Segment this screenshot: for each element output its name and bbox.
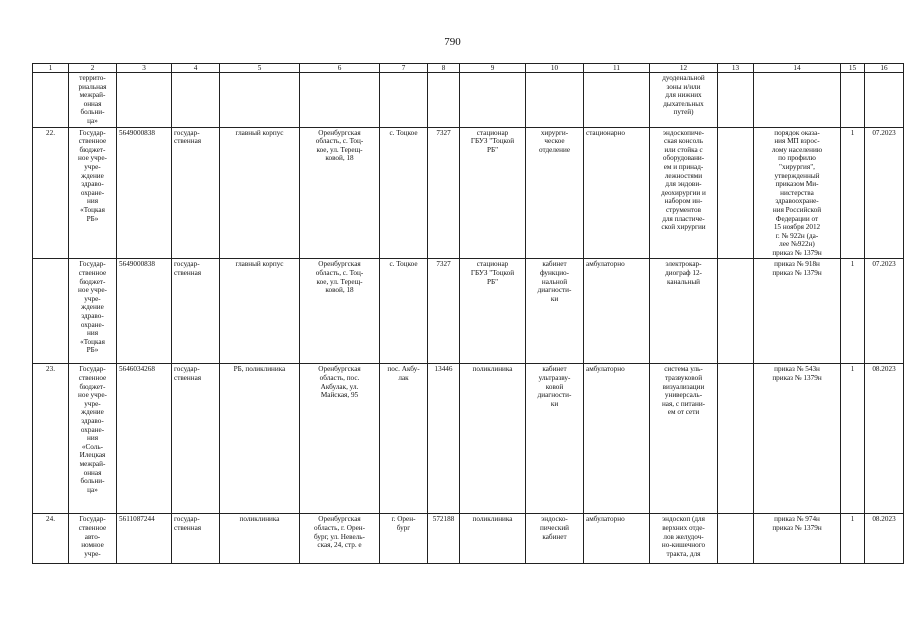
column-header-11: 11 bbox=[584, 64, 650, 73]
cell-col-14: приказ № 918н приказ № 1379н bbox=[754, 259, 841, 364]
column-header-15: 15 bbox=[841, 64, 865, 73]
cell-col-1: 23. bbox=[33, 364, 69, 514]
cell-col-3: 5649000838 bbox=[117, 259, 172, 364]
cell-col-7: г. Орен- бург bbox=[380, 514, 428, 564]
cell-col-14: приказ № 974н приказ № 1379н bbox=[754, 514, 841, 564]
cell-col-16: 08.2023 bbox=[865, 364, 904, 514]
cell-col-11: амбулаторно bbox=[584, 364, 650, 514]
table-row bbox=[33, 73, 904, 128]
cell-col-16: 07.2023 bbox=[865, 259, 904, 364]
cell-col-7 bbox=[380, 73, 428, 128]
cell-col-1 bbox=[33, 73, 69, 128]
table-row bbox=[33, 364, 904, 514]
cell-col-1 bbox=[33, 259, 69, 364]
cell-col-13 bbox=[718, 259, 754, 364]
cell-col-2: террито- риальная межрай- онная больни- ца» bbox=[69, 73, 117, 128]
cell-col-6: Оренбургская область, с. Тоц- кое, ул. Терещ- ковой, 18 bbox=[300, 127, 380, 259]
cell-col-16 bbox=[865, 73, 904, 128]
cell-col-15 bbox=[841, 73, 865, 128]
cell-col-7: с. Тоцкое bbox=[380, 127, 428, 259]
cell-col-8: 13446 bbox=[428, 364, 460, 514]
column-header-3: 3 bbox=[117, 64, 172, 73]
cell-col-10: кабинет функцио- нальной диагности- ки bbox=[526, 259, 584, 364]
cell-col-8: 7327 bbox=[428, 127, 460, 259]
cell-col-11: стационарно bbox=[584, 127, 650, 259]
column-header-5: 5 bbox=[220, 64, 300, 73]
cell-col-12: система уль- тразвуковой визуализации универсаль- ная, с питани- ем от сети bbox=[650, 364, 718, 514]
cell-col-15: 1 bbox=[841, 364, 865, 514]
cell-col-12: электрокар- диограф 12- канальный bbox=[650, 259, 718, 364]
table-row bbox=[33, 259, 904, 364]
cell-col-10: хирурги- ческое отделение bbox=[526, 127, 584, 259]
cell-col-8: 572188 bbox=[428, 514, 460, 564]
cell-col-15: 1 bbox=[841, 127, 865, 259]
page-number: 790 bbox=[444, 36, 461, 48]
cell-col-3: 5646034268 bbox=[117, 364, 172, 514]
cell-col-14: приказ № 543н приказ № 1379н bbox=[754, 364, 841, 514]
cell-col-13 bbox=[718, 127, 754, 259]
cell-col-8 bbox=[428, 73, 460, 128]
cell-col-12: эндоскопиче- ская консоль или стойка с оборудовани- ем и принад- лежностями для эндови- деохирургии и набором ин- струментов для пластиче- ской хирургии bbox=[650, 127, 718, 259]
cell-col-5: главный корпус bbox=[220, 259, 300, 364]
column-header-16: 16 bbox=[865, 64, 904, 73]
cell-col-1: 24. bbox=[33, 514, 69, 564]
cell-col-2: Государ- ственное авто- номное учре- bbox=[69, 514, 117, 564]
column-header-14: 14 bbox=[754, 64, 841, 73]
cell-col-4: государ- ственная bbox=[172, 259, 220, 364]
cell-col-4: государ- ственная bbox=[172, 514, 220, 564]
cell-col-9: поликлиника bbox=[460, 514, 526, 564]
cell-col-9: стационар ГБУЗ "Тоцкой РБ" bbox=[460, 259, 526, 364]
cell-col-4 bbox=[172, 73, 220, 128]
cell-col-16: 08.2023 bbox=[865, 514, 904, 564]
cell-col-2: Государ- ственное бюджет- ное учре- учре- ждение здраво- охране- ния «Тоцкая РБ» bbox=[69, 259, 117, 364]
cell-col-14: порядок оказа- ния МП взрос- лому населению по профилю "хирургия", утвержденный приказом Ми- нистерства здравоохране- ния Российской Федерации от 15 ноября 2012 г. № 922н (да- лее №922н) приказ № 1379н bbox=[754, 127, 841, 259]
cell-col-4: государ- ственная bbox=[172, 127, 220, 259]
column-header-8: 8 bbox=[428, 64, 460, 73]
column-header-2: 2 bbox=[69, 64, 117, 73]
table-row bbox=[33, 514, 904, 564]
cell-col-3: 5649000838 bbox=[117, 127, 172, 259]
column-header-13: 13 bbox=[718, 64, 754, 73]
cell-col-6: Оренбургская область, пос. Акбулак, ул. Майская, 95 bbox=[300, 364, 380, 514]
cell-col-5: главный корпус bbox=[220, 127, 300, 259]
cell-col-13 bbox=[718, 73, 754, 128]
cell-col-1: 22. bbox=[33, 127, 69, 259]
cell-col-15: 1 bbox=[841, 514, 865, 564]
cell-col-11: амбулаторно bbox=[584, 259, 650, 364]
table-body bbox=[33, 73, 904, 564]
cell-col-5: РБ, поликлиника bbox=[220, 364, 300, 514]
cell-col-6 bbox=[300, 73, 380, 128]
cell-col-14 bbox=[754, 73, 841, 128]
cell-col-4: государ- ственная bbox=[172, 364, 220, 514]
cell-col-9: поликлиника bbox=[460, 364, 526, 514]
cell-col-15: 1 bbox=[841, 259, 865, 364]
cell-col-6: Оренбургская область, с. Тоц- кое, ул. Терещ- ковой, 18 bbox=[300, 259, 380, 364]
cell-col-13 bbox=[718, 364, 754, 514]
cell-col-7: с. Тоцкое bbox=[380, 259, 428, 364]
cell-col-7: пос. Акбу- лак bbox=[380, 364, 428, 514]
cell-col-6: Оренбургская область, г. Орен- бург, ул. Невель- ская, 24, стр. е bbox=[300, 514, 380, 564]
column-header-10: 10 bbox=[526, 64, 584, 73]
cell-col-12: эндоскоп (для верхних отде- лов желудоч- но-кишечного тракта, для bbox=[650, 514, 718, 564]
cell-col-13 bbox=[718, 514, 754, 564]
cell-col-10 bbox=[526, 73, 584, 128]
column-header-12: 12 bbox=[650, 64, 718, 73]
cell-col-16: 07.2023 bbox=[865, 127, 904, 259]
cell-col-3 bbox=[117, 73, 172, 128]
table-row bbox=[33, 127, 904, 259]
column-header-9: 9 bbox=[460, 64, 526, 73]
cell-col-2: Государ- ственное бюджет- ное учре- учре- ждение здраво- охране- ния «Тоцкая РБ» bbox=[69, 127, 117, 259]
cell-col-12: дуоденальной зоны и/или для нижних дыхательных путей) bbox=[650, 73, 718, 128]
column-header-6: 6 bbox=[300, 64, 380, 73]
cell-col-9 bbox=[460, 73, 526, 128]
cell-col-5 bbox=[220, 73, 300, 128]
registry-table-area bbox=[32, 63, 896, 595]
cell-col-10: эндоско- пический кабинет bbox=[526, 514, 584, 564]
cell-col-3: 5611087244 bbox=[117, 514, 172, 564]
cell-col-5: поликлиника bbox=[220, 514, 300, 564]
cell-col-10: кабинет ультразву- ковой диагности- ки bbox=[526, 364, 584, 514]
cell-col-11 bbox=[584, 73, 650, 128]
cell-col-2: Государ- ственное бюджет- ное учре- учре- ждение здраво- охране- ния «Соль- Илецкая межрай- онная больни- ца» bbox=[69, 364, 117, 514]
header-row bbox=[33, 64, 904, 73]
column-header-4: 4 bbox=[172, 64, 220, 73]
registry-table bbox=[32, 63, 904, 564]
cell-col-11: амбулаторно bbox=[584, 514, 650, 564]
column-header-1: 1 bbox=[33, 64, 69, 73]
column-header-7: 7 bbox=[380, 64, 428, 73]
cell-col-8: 7327 bbox=[428, 259, 460, 364]
cell-col-9: стационар ГБУЗ "Тоцкой РБ" bbox=[460, 127, 526, 259]
